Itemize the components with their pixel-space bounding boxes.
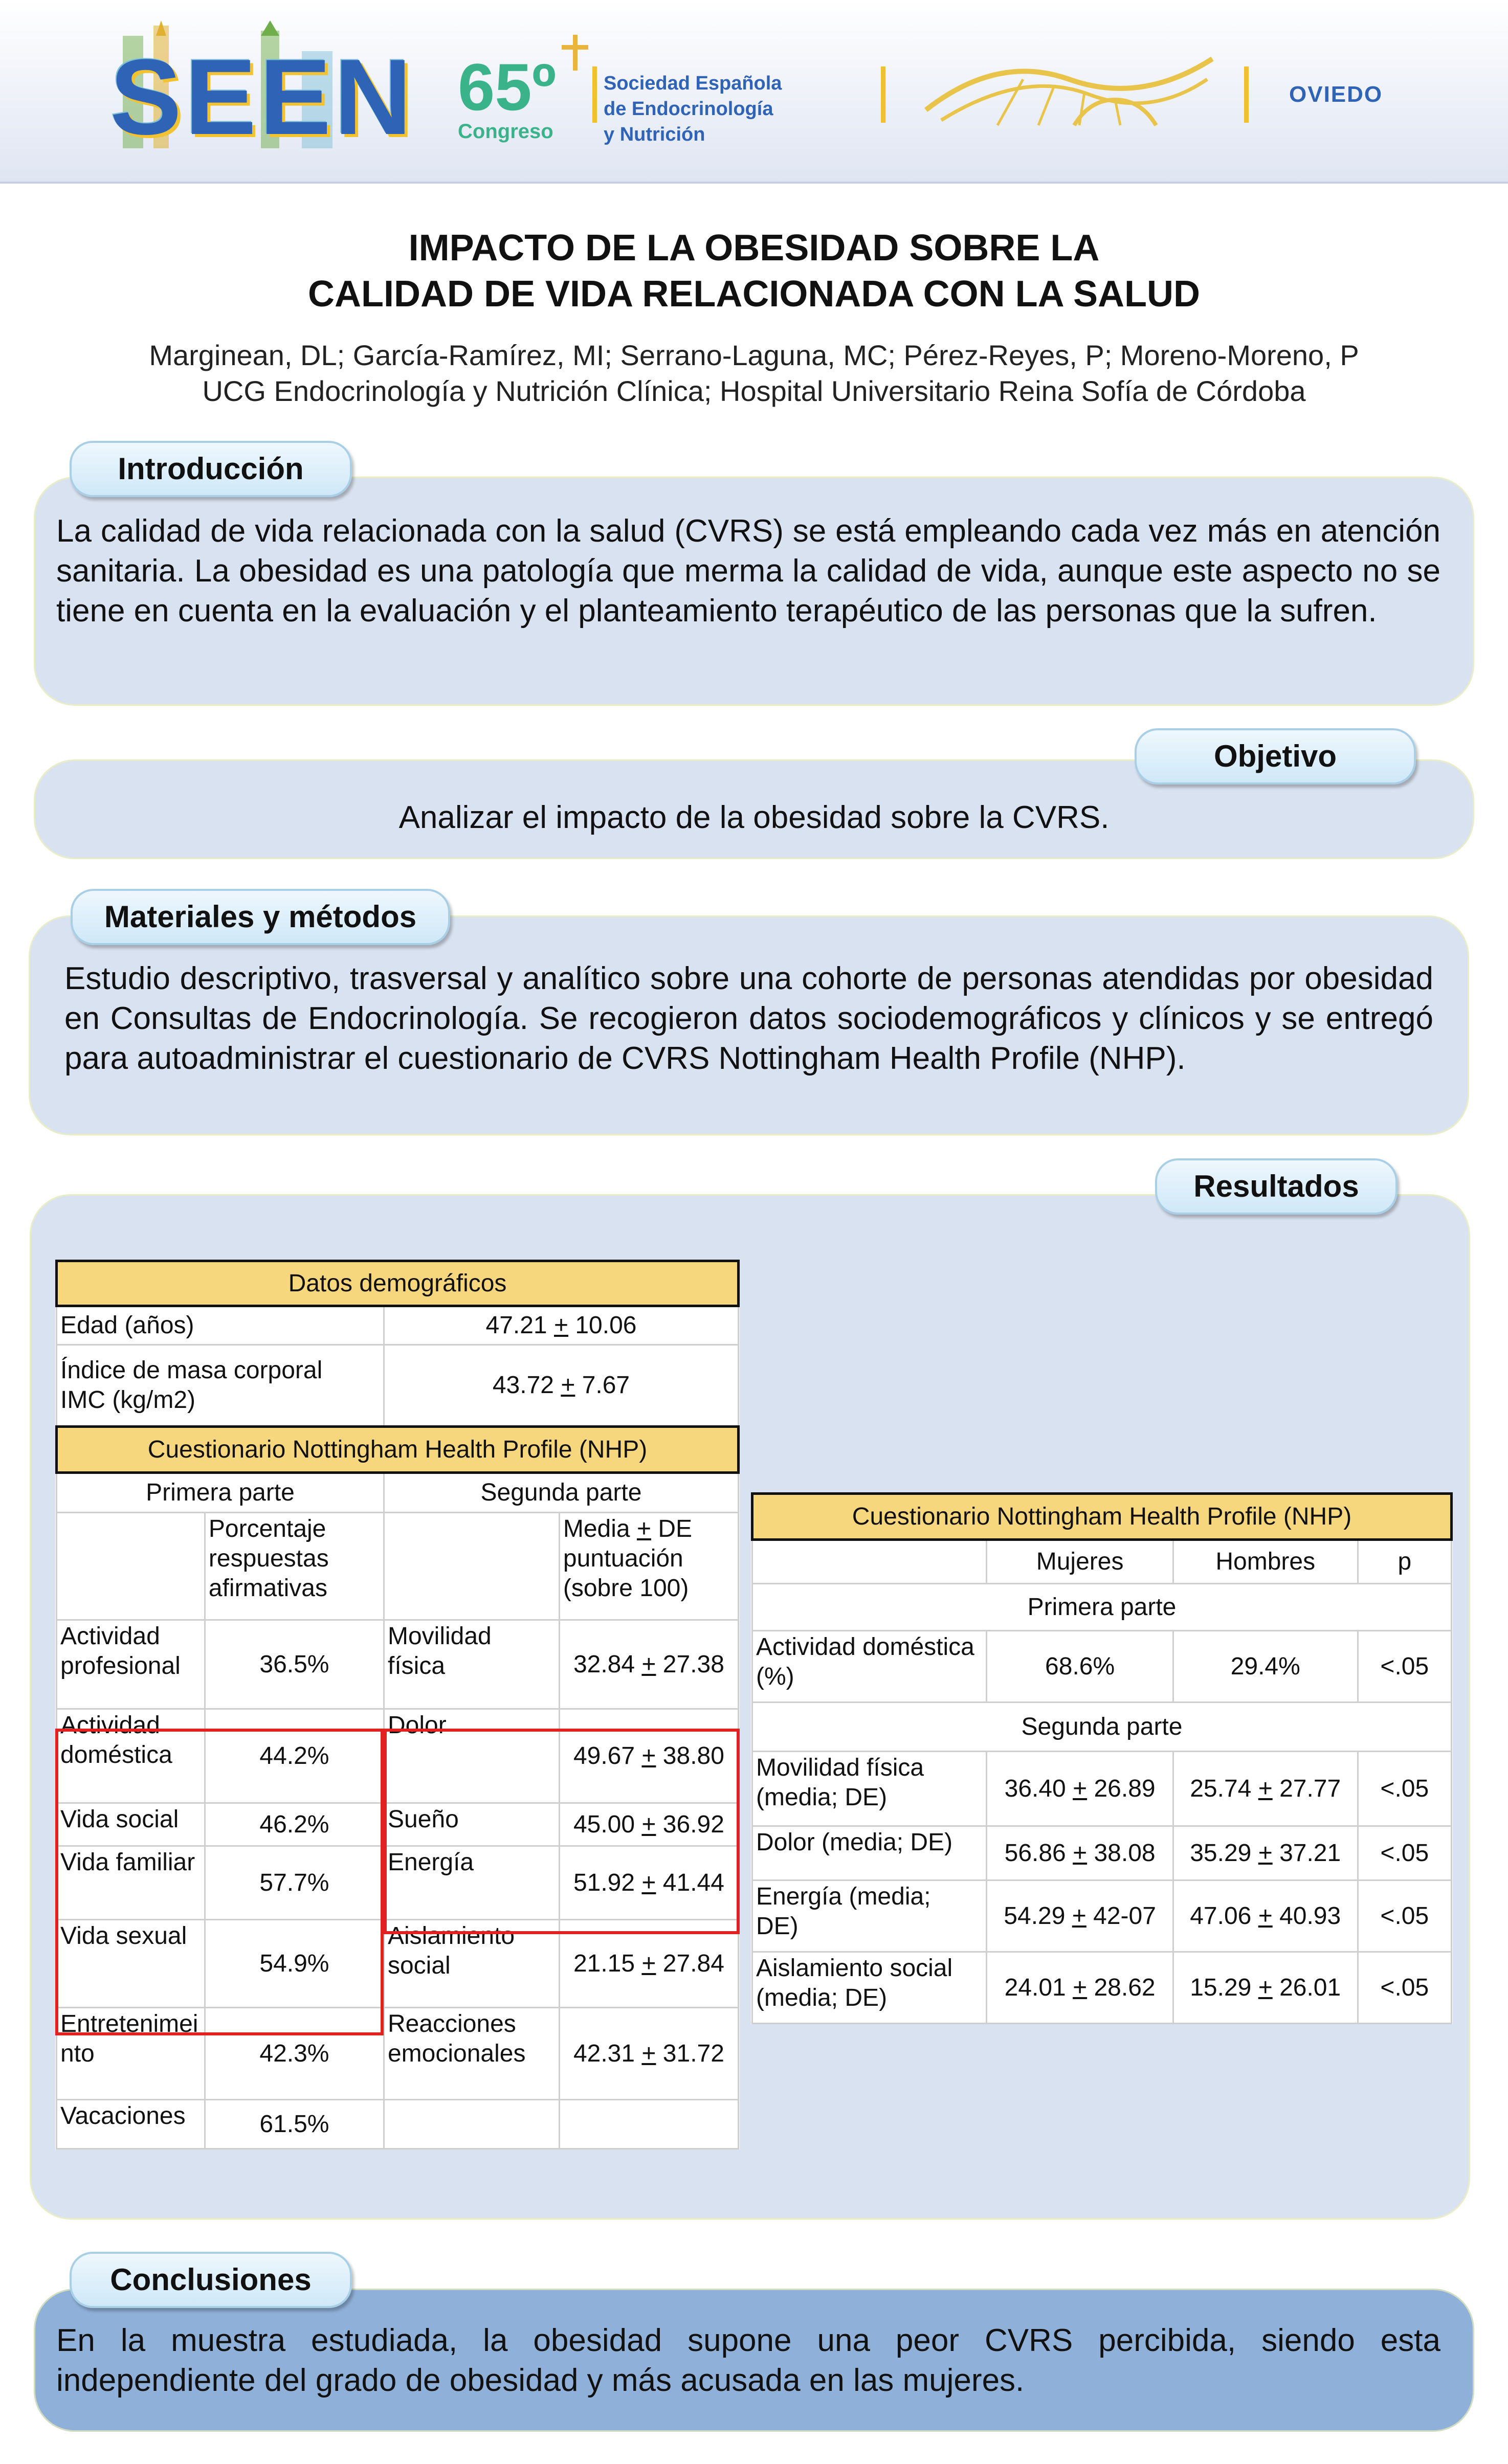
table-row: Energía (media; DE) 54.29 + 42-07 47.06 + 40.93 <.05 bbox=[752, 1880, 1452, 1952]
part1-header: Primera parte bbox=[57, 1473, 384, 1513]
highlight-box-part2 bbox=[384, 1729, 740, 1934]
sex-part2-header: Segunda parte bbox=[752, 1703, 1452, 1752]
cross-icon-bar bbox=[562, 45, 588, 50]
table-row: Vida social 46.2% Sueño 45.00 + 36.92 bbox=[57, 1803, 739, 1846]
table-row: Vida familiar 57.7% Energía 51.92 + 41.44 bbox=[57, 1846, 739, 1920]
demo-bmi-value: 43.72 + 7.67 bbox=[384, 1345, 738, 1427]
congress-word: Congreso bbox=[458, 120, 553, 143]
objetivo-label: Objetivo bbox=[1135, 728, 1416, 785]
authors-block bbox=[0, 338, 1508, 409]
table-row: Actividad doméstica (%) 68.6% 29.4% <.05 bbox=[752, 1631, 1452, 1703]
col-hombres: Hombres bbox=[1173, 1540, 1358, 1584]
demo-header: Datos demográficos bbox=[57, 1261, 739, 1306]
col-mujeres: Mujeres bbox=[987, 1540, 1173, 1584]
city-name: OVIEDO bbox=[1289, 82, 1383, 107]
objetivo-text: Analizar el impacto de la obesidad sobre la CVRS. bbox=[398, 800, 1110, 835]
nhp-header: Cuestionario Nottingham Health Profile (NHP) bbox=[57, 1427, 739, 1473]
conclusiones-text: En la muestra estudiada, la obesidad supone una peor CVRS percibida, siendo esta independiente del grado de obesidad y más acusada en las mujeres. bbox=[56, 2323, 1440, 2398]
title-line: IMPACTO DE LA OBESIDAD SOBRE LA bbox=[408, 228, 1100, 268]
divider-bar bbox=[881, 66, 885, 123]
table-row: Movilidad física (media; DE) 36.40 + 26.89 25.74 + 27.77 <.05 bbox=[752, 1752, 1452, 1826]
divider-bar bbox=[1244, 66, 1249, 123]
seen-logo-text: SEEN bbox=[110, 37, 415, 157]
society-line: Sociedad Española bbox=[604, 73, 782, 94]
divider-bar bbox=[592, 66, 597, 123]
metodos-text: Estudio descriptivo, trasversal y analítico sobre una cohorte de personas atendidas por obesidad en Consultas de Endocrinología. Se recogieron datos sociodemográficos y clínicos y se entregó para autoadministrar el cuestionario de CVRS Nottingham Health Profile (NHP). bbox=[64, 961, 1433, 1076]
title-line: CALIDAD DE VIDA RELACIONADA CON LA SALUD bbox=[308, 274, 1200, 315]
society-name bbox=[604, 71, 782, 147]
oviedo-building-artwork bbox=[921, 49, 1217, 130]
author-names: Marginean, DL; García-Ramírez, MI; Serrano-Laguna, MC; Pérez-Reyes, P; Moreno-Moreno, P bbox=[149, 339, 1359, 371]
sex-part1-header: Primera parte bbox=[752, 1584, 1452, 1631]
table-row: Entretenimei nto 42.3% Reacciones emocionales 42.31 + 31.72 bbox=[57, 2008, 739, 2100]
society-line: y Nutrición bbox=[604, 124, 705, 145]
table-row: Vida sexual 54.9% Aislamiento social 21.15 + 27.84 bbox=[57, 1920, 739, 2008]
cross-icon bbox=[573, 35, 578, 71]
table-row: Actividad doméstica 44.2% Dolor 49.67 + 38.80 bbox=[57, 1709, 739, 1803]
nhp-sex-header: Cuestionario Nottingham Health Profile (NHP) bbox=[752, 1494, 1452, 1540]
introduccion-label: Introducción bbox=[70, 441, 352, 497]
affiliation: UCG Endocrinología y Nutrición Clínica; Hospital Universitario Reina Sofía de Córdoba bbox=[202, 375, 1306, 407]
part1-subheader: Porcentaje respuestas afirmativas bbox=[205, 1513, 384, 1620]
society-line: de Endocrinología bbox=[604, 98, 773, 120]
part2-subheader: Media + DE puntuación (sobre 100) bbox=[559, 1513, 738, 1620]
table-row: Vacaciones 61.5% bbox=[57, 2100, 739, 2149]
demo-age-value: 47.21 + 10.06 bbox=[384, 1306, 738, 1345]
metodos-label: Materiales y métodos bbox=[71, 889, 450, 945]
introduccion-text: La calidad de vida relacionada con la salud (CVRS) se está empleando cada vez más en atención sanitaria. La obesidad es una patología que merma la calidad de vida, aunque este aspecto no se tiene en cuenta en la evaluación y el planteamiento terapéutico de las personas que la sufren. bbox=[56, 513, 1440, 629]
part2-header: Segunda parte bbox=[384, 1473, 738, 1513]
congress-number: 65º bbox=[458, 50, 557, 124]
table-row: Aislamiento social (media; DE) 24.01 + 28.62 15.29 + 26.01 <.05 bbox=[752, 1952, 1452, 2024]
col-p: p bbox=[1358, 1540, 1451, 1584]
poster-title bbox=[0, 225, 1508, 317]
nhp-sex-table bbox=[751, 1492, 1453, 2024]
demo-bmi-label: Índice de masa corporal IMC (kg/m2) bbox=[57, 1345, 384, 1427]
resultados-label: Resultados bbox=[1155, 1158, 1398, 1215]
table-row: Dolor (media; DE) 56.86 + 38.08 35.29 + 37.21 <.05 bbox=[752, 1826, 1452, 1880]
conclusiones-label: Conclusiones bbox=[70, 2252, 352, 2308]
demo-age-label: Edad (años) bbox=[57, 1306, 384, 1345]
highlight-box-part1 bbox=[55, 1729, 384, 2035]
table-row: Actividad profesional 36.5% Movilidad física 32.84 + 27.38 bbox=[57, 1620, 739, 1709]
